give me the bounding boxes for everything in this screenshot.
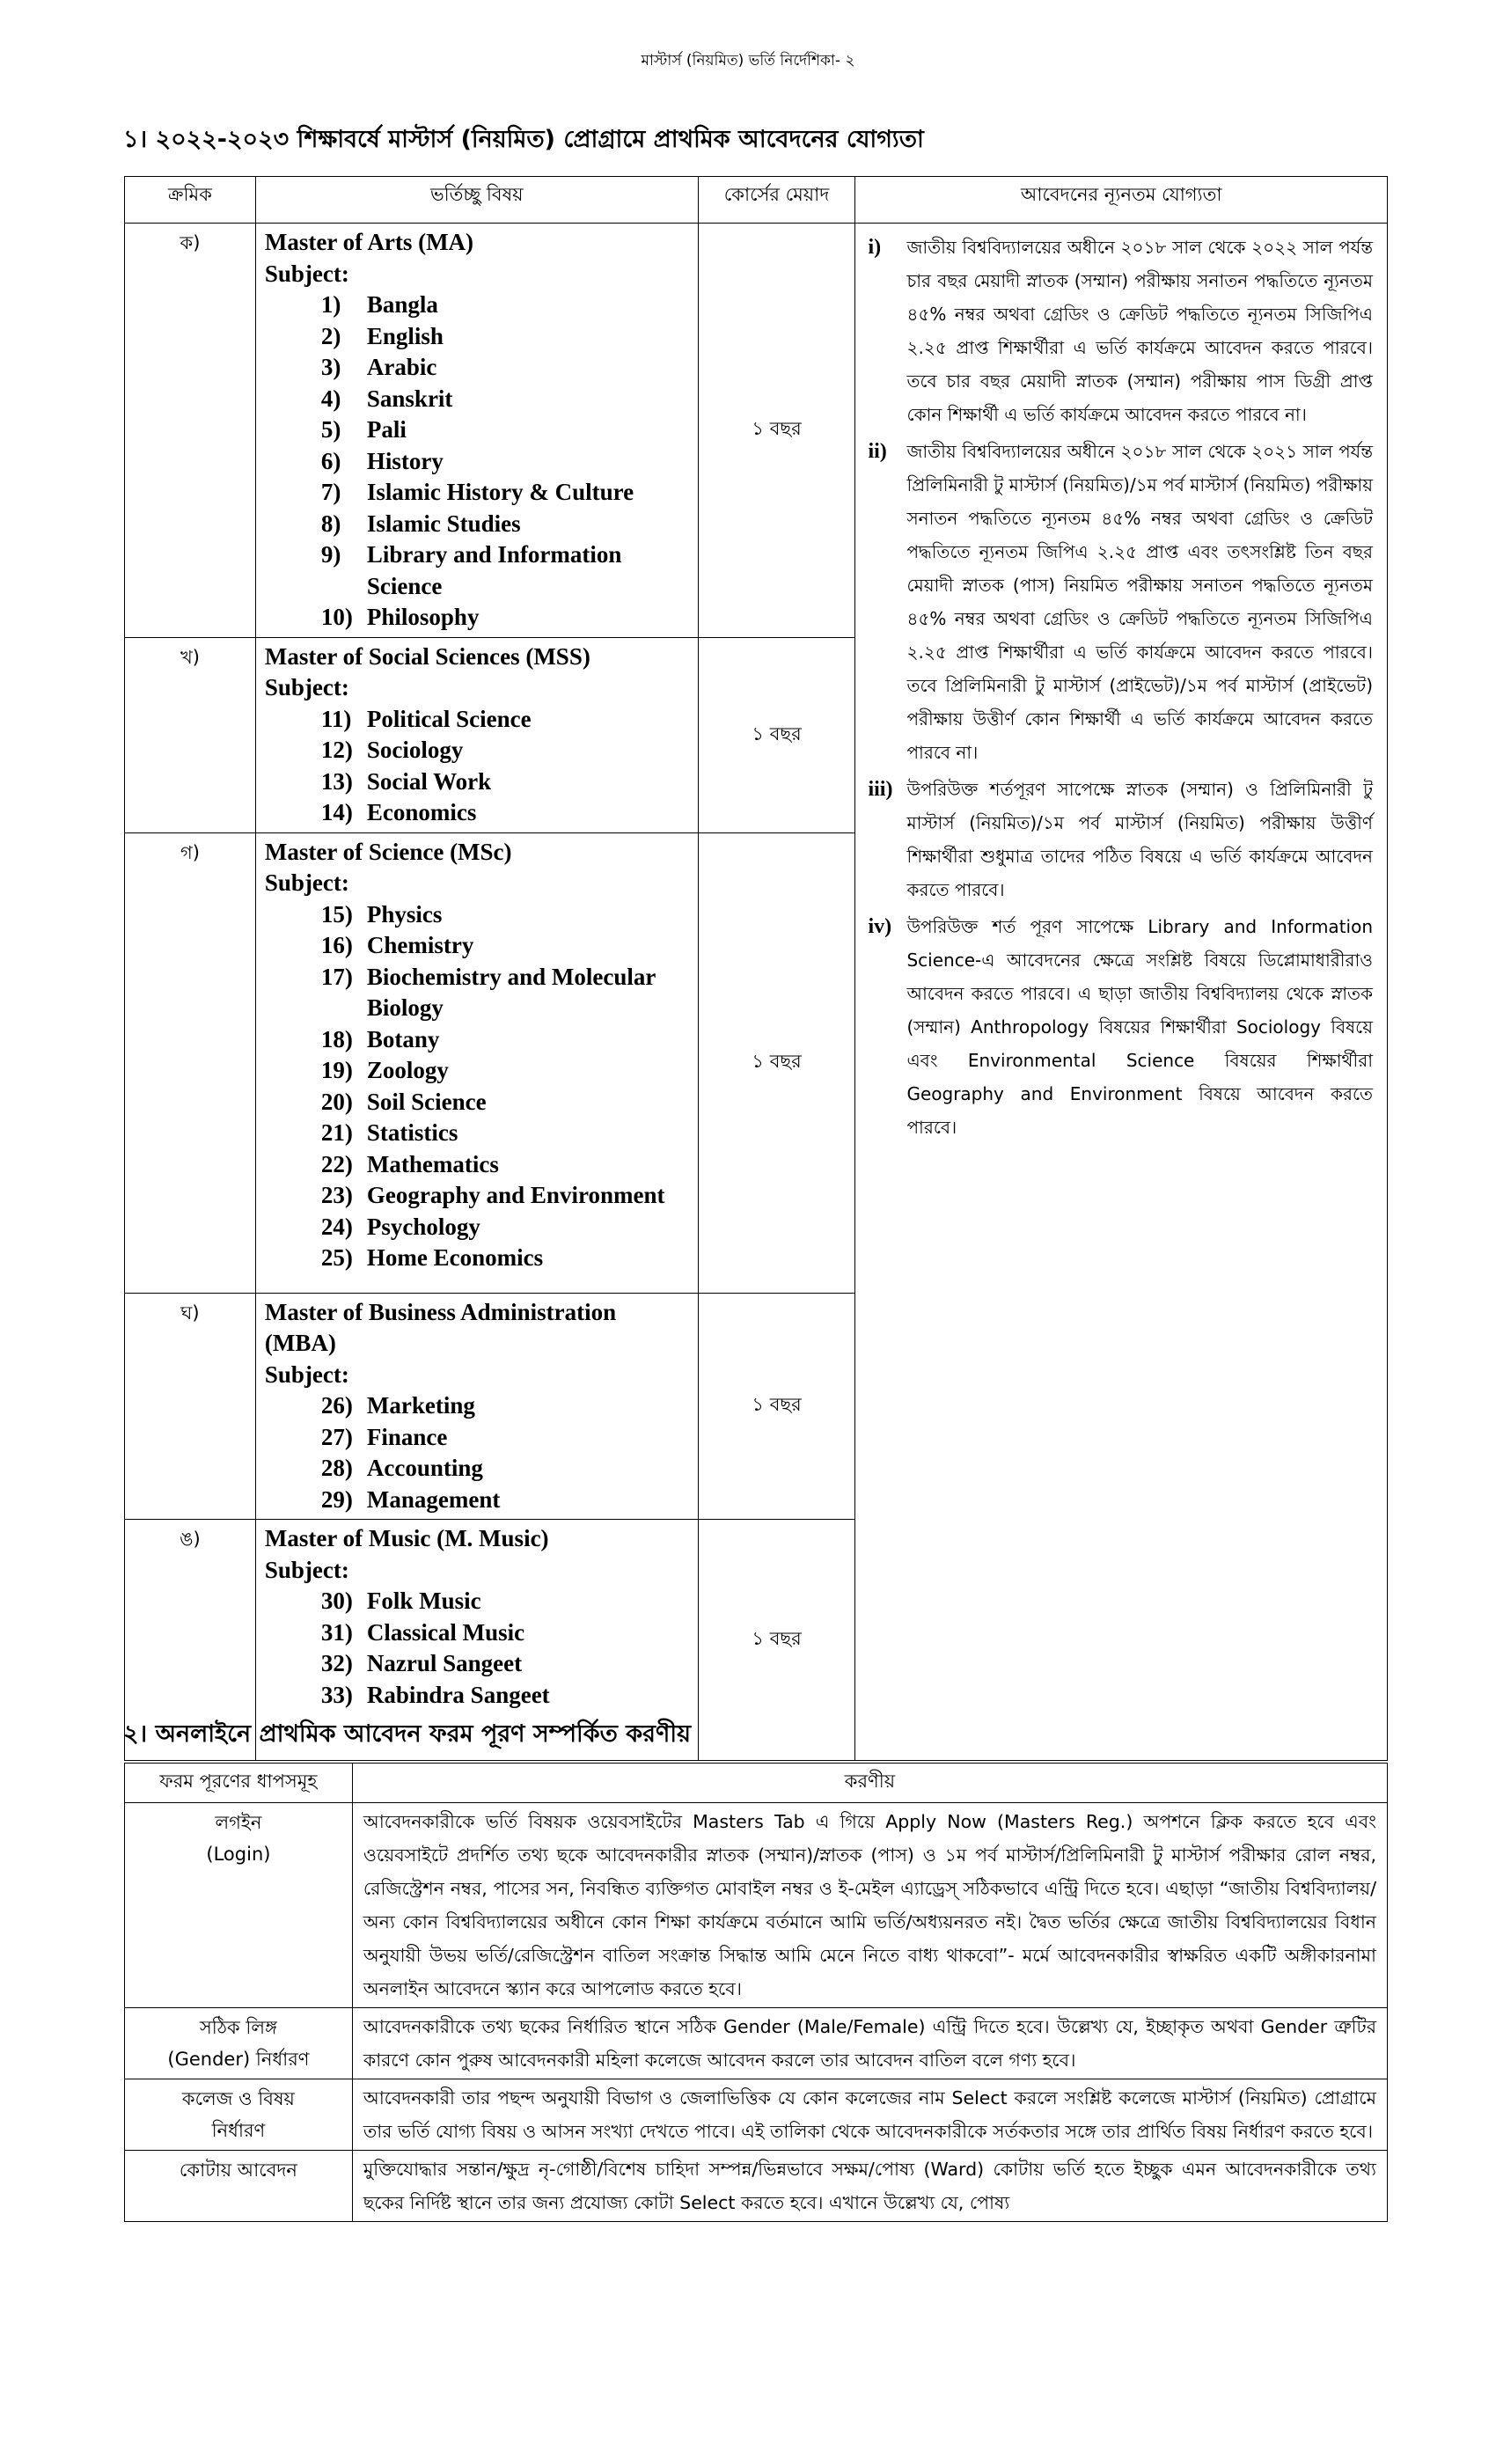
subject-number: 8) xyxy=(320,510,341,537)
subject-list xyxy=(265,290,693,634)
col-header-serial: ক্রমিক xyxy=(125,177,256,224)
subject-name: Classical Music xyxy=(366,1618,525,1646)
subject-number: 7) xyxy=(320,479,341,505)
step-cell xyxy=(125,1803,353,2008)
table-row xyxy=(125,2151,1388,2222)
subject-name: Biochemistry and Molecular Biology xyxy=(366,963,656,1021)
step-cell xyxy=(125,2151,353,2222)
table-row xyxy=(125,224,1388,638)
subject-number: 20) xyxy=(320,1088,353,1115)
subject-number: 14) xyxy=(320,799,353,825)
list-item xyxy=(321,1024,693,1056)
subject-name: Sanskrit xyxy=(366,385,453,412)
subject-cell xyxy=(255,224,698,638)
subject-number: 21) xyxy=(320,1119,353,1146)
subject-number: 18) xyxy=(320,1025,353,1052)
subject-list xyxy=(265,899,693,1274)
subject-number: 32) xyxy=(320,1650,353,1676)
subject-name: Philosophy xyxy=(366,604,480,630)
subject-number: 13) xyxy=(320,767,353,795)
list-item xyxy=(321,1648,693,1680)
duration-cell: ১ বছর xyxy=(698,1293,855,1520)
subject-number: 2) xyxy=(320,322,341,349)
list-item xyxy=(321,602,693,634)
subject-name: Physics xyxy=(366,900,443,928)
step-sublabel: নির্ধারণ xyxy=(211,2120,266,2141)
list-item xyxy=(321,509,693,540)
eligibility-text: উপরিউক্ত শর্তপূরণ সাপেক্ষে স্নাতক (সম্মান) ও প্রিলিমিনারী টু মাস্টার্স (নিয়মিত)/১ম পর্ব মাস্টার্স (নিয়মিত) পরীক্ষায় উত্তীর্ণ শিক্ষার্থীরা শুধুমাত্র তাদের পঠিত বিষয়ে এ ভর্তি কার্যক্রমে আবেদন করতে পারবে। xyxy=(906,779,1373,900)
list-item xyxy=(321,1055,693,1087)
eligibility-table xyxy=(124,176,1388,1761)
subject-cell xyxy=(255,1293,698,1520)
list-item xyxy=(321,384,693,415)
step-label: কলেজ ও বিষয় xyxy=(181,2088,295,2109)
subject-name: Folk Music xyxy=(366,1588,481,1614)
table-row xyxy=(125,2079,1388,2151)
subject-label: Subject: xyxy=(264,1556,349,1583)
eligibility-text: জাতীয় বিশ্ববিদ্যালয়ের অধীনে ২০১৮ সাল থেকে ২০২১ সাল পর্যন্ত প্রিলিমিনারী টু মাস্টার্স (নিয়মিত)/১ম পর্ব মাস্টার্স (নিয়মিত) পরীক্ষায় সনাতন পদ্ধতিতে ন্যূনতম ৪৫% নম্বর অথবা গ্রেডিং ও ক্রেডিট পদ্ধতিতে ন্যূনতম জিপিএ ২.২৫ প্রাপ্ত এবং তৎসংশ্লিষ্ট তিন বছর মেয়াদী স্নাতক (পাস) নিয়মিত পরীক্ষায় সনাতন পদ্ধতিতে ন্যূনতম ৪৫% নম্বর অথবা গ্রেডিং ও ক্রেডিট পদ্ধতিতে ন্যূনতম সিজিপিএ ২.২৫ প্রাপ্ত শিক্ষার্থীরা এ ভর্তি কার্যক্রমে আবেদন করতে পারবে। তবে প্রিলিমিনারী টু মাস্টার্স (প্রাইভেট)/১ম পর্ব মাস্টার্স (প্রাইভেট) পরীক্ষায় উত্তীর্ণ কোন শিক্ষার্থী এ ভর্তি কার্যক্রমে আবেদন করতে পারবে না। xyxy=(906,441,1373,763)
serial-cell: ঘ) xyxy=(125,1293,256,1520)
subject-number: 29) xyxy=(320,1485,353,1513)
serial-cell: ক) xyxy=(125,224,256,638)
eligibility-item xyxy=(868,231,1373,431)
subject-name: Zoology xyxy=(366,1057,449,1083)
step-label: লগইন xyxy=(215,1812,262,1833)
step-sublabel: (Login) xyxy=(206,1844,271,1865)
action-cell: মুক্তিযোদ্ধার সন্তান/ক্ষুদ্র নৃ-গোষ্ঠী/বিশেষ চাহিদা সম্পন্ন/ভিন্নভাবে সক্ষম/পোষ্য (Ward) কোটায় ভর্তি হতে ইচ্ছুক এমন আবেদনকারীকে তথ্য ছকের নির্দিষ্ট স্থানে তার জন্য প্রযোজ্য কোটা Select করতে হবে। এখানে উল্লেখ্য যে, পোষ্য xyxy=(352,2151,1387,2222)
subject-number: 4) xyxy=(320,385,341,412)
subject-name: Rabindra Sangeet xyxy=(366,1681,550,1708)
section2-title: ২। অনলাইনে প্রাথমিক আবেদন ফরম পূরণ সম্পর্কিত করণীয় xyxy=(123,1720,691,1748)
list-item xyxy=(321,446,693,478)
subject-name: Botany xyxy=(366,1025,440,1052)
subject-number: 5) xyxy=(320,416,341,443)
list-item xyxy=(321,1118,693,1149)
eligibility-text: জাতীয় বিশ্ববিদ্যালয়ের অধীনে ২০১৮ সাল থেকে ২০২২ সাল পর্যন্ত চার বছর মেয়াদী স্নাতক (সম্মান) পরীক্ষায় সনাতন পদ্ধতিতে ন্যূনতম ৪৫% নম্বর অথবা গ্রেডিং ও ক্রেডিট পদ্ধতিতে ন্যূনতম সিজিপিএ ২.২৫ প্রাপ্ত শিক্ষার্থীরা এ ভর্তি কার্যক্রমে আবেদন করতে পারবে। তবে চার বছর মেয়াদী স্নাতক (সম্মান) পরীক্ষায় পাস ডিগ্রী প্রাপ্ত কোন শিক্ষার্থী এ ভর্তি কার্যক্রমে আবেদন করতে পারবে না। xyxy=(906,237,1373,425)
list-item xyxy=(321,1453,693,1485)
subject-name: Sociology xyxy=(366,737,464,763)
subject-number: 3) xyxy=(320,354,341,380)
col-header-actions: করণীয় xyxy=(352,1764,1387,1803)
eligibility-item xyxy=(868,773,1373,906)
step-sublabel: (Gender) নির্ধারণ xyxy=(167,2049,310,2070)
subject-number: 25) xyxy=(320,1244,353,1271)
subject-name: Psychology xyxy=(366,1213,480,1240)
subject-name: English xyxy=(366,322,444,349)
program-name: Master of Arts (MA) xyxy=(264,229,474,255)
table-header-row xyxy=(125,1764,1388,1803)
list-item xyxy=(321,899,693,931)
duration-cell: ১ বছর xyxy=(698,637,855,832)
program-name: Master of Science (MSc) xyxy=(264,838,512,865)
table-header-row xyxy=(125,177,1388,224)
list-item xyxy=(321,477,693,509)
col-header-duration: কোর্সের মেয়াদ xyxy=(698,177,855,224)
subject-name: Statistics xyxy=(366,1119,458,1146)
subject-number: 10) xyxy=(320,604,353,630)
eligibility-item xyxy=(868,435,1373,769)
program-name: Master of Social Sciences (MSS) xyxy=(264,642,590,670)
subject-number: 27) xyxy=(320,1423,353,1450)
subject-name: Islamic Studies xyxy=(366,510,521,537)
step-cell xyxy=(125,2008,353,2079)
list-item xyxy=(321,766,693,798)
page-header: মাস্টার্স (নিয়মিত) ভর্তি নির্দেশিকা- ২ xyxy=(641,52,855,70)
list-item xyxy=(321,704,693,736)
list-item xyxy=(321,414,693,446)
subject-number: 9) xyxy=(320,541,341,568)
subject-number: 16) xyxy=(320,932,353,958)
subject-name: Management xyxy=(366,1485,501,1513)
procedure-table xyxy=(124,1763,1388,2222)
list-item xyxy=(321,1212,693,1243)
subject-name: Geography and Environment xyxy=(366,1182,665,1208)
table-row xyxy=(125,2008,1388,2079)
subject-list xyxy=(265,1390,693,1515)
list-item xyxy=(321,930,693,962)
list-item xyxy=(321,1485,693,1516)
list-item xyxy=(321,1087,693,1118)
step-label: সঠিক লিঙ্গ xyxy=(199,2017,277,2038)
subject-name: Social Work xyxy=(366,767,492,795)
eligibility-number: iii) xyxy=(868,778,893,801)
subject-name: Library and Information Science xyxy=(366,541,622,599)
subject-cell xyxy=(255,637,698,832)
subject-label: Subject: xyxy=(264,674,349,700)
duration-cell: ১ বছর xyxy=(698,224,855,638)
list-item xyxy=(321,1680,693,1712)
subject-label: Subject: xyxy=(264,1360,349,1388)
subject-number: 1) xyxy=(320,291,341,318)
serial-cell: ঙ) xyxy=(125,1520,256,1761)
subject-name: Bangla xyxy=(366,291,438,318)
subject-name: Arabic xyxy=(366,354,437,380)
subject-name: Pali xyxy=(366,416,407,443)
duration-cell: ১ বছর xyxy=(698,832,855,1293)
subject-list xyxy=(265,1586,693,1711)
subject-number: 19) xyxy=(320,1057,353,1083)
subject-number: 22) xyxy=(320,1150,353,1177)
subject-list xyxy=(265,704,693,829)
subject-number: 30) xyxy=(320,1588,353,1614)
subject-number: 12) xyxy=(320,737,353,763)
subject-name: History xyxy=(366,447,444,474)
subject-name: Home Economics xyxy=(366,1244,544,1271)
subject-number: 31) xyxy=(320,1618,353,1646)
eligibility-number: i) xyxy=(868,236,882,259)
eligibility-text: উপরিউক্ত শর্ত পূরণ সাপেক্ষে Library and Information Science-এ আবেদনের ক্ষেত্রে সংশ্লিষ্ট বিষয়ে ডিপ্লোমাধারীরাও আবেদন করতে পারবে। এ ছাড়া জাতীয় বিশ্ববিদ্যালয় থেকে স্নাতক (সম্মান) Anthropology বিষয়ের শিক্ষার্থীরা Sociology বিষয়ে এবং Environmental Science বিষয়ের শিক্ষার্থীরা Geography and Environment বিষয়ে আবেদন করতে পারবে। xyxy=(906,916,1373,1138)
subject-name: Political Science xyxy=(366,705,532,732)
subject-number: 17) xyxy=(320,963,353,990)
col-header-eligibility: আবেদনের ন্যূনতম যোগ্যতা xyxy=(855,177,1388,224)
list-item xyxy=(321,1149,693,1181)
subject-name: Finance xyxy=(366,1423,448,1450)
action-cell: আবেদনকারী তার পছন্দ অনুযায়ী বিভাগ ও জেলাভিত্তিক যে কোন কলেজের নাম Select করলে সংশ্লিষ্ট কলেজে মাস্টার্স (নিয়মিত) প্রোগ্রামে তার ভর্তি যোগ্য বিষয় ও আসন সংখ্যা দেখতে পাবে। এই তালিকা থেকে আবেদনকারীকে সর্তকতার সঙ্গে তার প্রার্থিত বিষয় নির্ধারণ করতে হবে। xyxy=(352,2079,1387,2151)
list-item xyxy=(321,962,693,1024)
subject-name: Economics xyxy=(366,799,477,825)
list-item xyxy=(321,797,693,829)
action-cell: আবেদনকারীকে তথ্য ছকের নির্ধারিত স্থানে সঠিক Gender (Male/Female) এন্ট্রি দিতে হবে। উল্লেখ্য যে, ইচ্ছাকৃত অথবা Gender ত্রুটির কারণে কোন পুরুষ আবেদনকারী মহিলা কলেজে আবেদন করলে তার আবেদন বাতিল বলে গণ্য হবে। xyxy=(352,2008,1387,2079)
step-label: কোটায় আবেদন xyxy=(179,2160,297,2181)
action-cell: আবেদনকারীকে ভর্তি বিষয়ক ওয়েবসাইটের Masters Tab এ গিয়ে Apply Now (Masters Reg.) অপশনে ক্লিক করতে হবে এবং ওয়েবসাইটে প্রদর্শিত তথ্য ছকে আবেদনকারীর স্নাতক (সম্মান)/স্নাতক (পাস) ও ১ম পর্ব মাস্টার্স/প্রিলিমিনারী টু মাস্টার্স পরীক্ষার রোল নম্বর, রেজিস্ট্রেশন নম্বর, পাসের সন, নিবন্ধিত ব্যক্তিগত মোবাইল নম্বর ও ই-মেইল এ্যাড্রেস্ সঠিকভাবে এন্ট্রি দিতে হবে। এছাড়া “জাতীয় বিশ্ববিদ্যালয়/অন্য কোন বিশ্ববিদ্যালয়ের অধীনে কোন শিক্ষা কার্যক্রমে বর্তমানে আমি ভর্তি/অধ্যয়নরত নই। দ্বৈত ভর্তির ক্ষেত্রে জাতীয় বিশ্ববিদ্যালয়ের বিধান অনুযায়ী উভয় ভর্তি/রেজিস্ট্রেশন বাতিল সংক্রান্ত সিদ্ধান্ত আমি মেনে নিতে বাধ্য থাকবো”- মর্মে আবেদনকারীর স্বাক্ষরিত একটি অঙ্গীকারনামা অনলাইন আবেদনে স্ক্যান করে আপলোড করতে হবে। xyxy=(352,1803,1387,2008)
eligibility-number: ii) xyxy=(868,440,887,463)
list-item xyxy=(321,352,693,384)
list-item xyxy=(321,1422,693,1454)
list-item xyxy=(321,1180,693,1212)
eligibility-item xyxy=(868,910,1373,1144)
list-item xyxy=(321,1243,693,1274)
duration-cell: ১ বছর xyxy=(698,1520,855,1761)
subject-name: Soil Science xyxy=(366,1088,487,1115)
subject-number: 24) xyxy=(320,1213,353,1240)
program-name: Master of Business Administration (MBA) xyxy=(264,1298,617,1356)
list-item xyxy=(321,735,693,766)
step-cell xyxy=(125,2079,353,2151)
subject-number: 23) xyxy=(320,1182,353,1208)
subject-number: 26) xyxy=(320,1392,353,1419)
list-item xyxy=(321,290,693,321)
subject-label: Subject: xyxy=(264,260,349,287)
table-row xyxy=(125,1803,1388,2008)
col-header-steps: ফরম পূরণের ধাপসমূহ xyxy=(125,1764,353,1803)
subject-number: 15) xyxy=(320,900,353,928)
list-item xyxy=(321,321,693,353)
list-item xyxy=(321,1586,693,1617)
section1-title: ১। ২০২২-২০২৩ শিক্ষাবর্ষে মাস্টার্স (নিয়মিত) প্রোগ্রামে প্রাথমিক আবেদনের যোগ্যতা xyxy=(123,126,924,153)
subject-number: 11) xyxy=(320,705,352,732)
list-item xyxy=(321,1617,693,1649)
subject-number: 6) xyxy=(320,447,341,474)
subject-name: Chemistry xyxy=(366,932,474,958)
list-item xyxy=(321,539,693,602)
eligibility-cell xyxy=(855,224,1388,1761)
subject-label: Subject: xyxy=(264,869,349,896)
subject-name: Mathematics xyxy=(366,1150,499,1177)
program-name: Master of Music (M. Music) xyxy=(264,1525,549,1551)
serial-cell: গ) xyxy=(125,832,256,1293)
subject-name: Nazrul Sangeet xyxy=(366,1650,523,1676)
subject-name: Accounting xyxy=(366,1455,483,1481)
subject-name: Islamic History & Culture xyxy=(366,479,634,505)
subject-name: Marketing xyxy=(366,1392,475,1419)
subject-number: 28) xyxy=(320,1455,353,1481)
list-item xyxy=(321,1390,693,1422)
col-header-subject: ভর্তিচ্ছু বিষয় xyxy=(255,177,698,224)
subject-cell xyxy=(255,832,698,1293)
subject-number: 33) xyxy=(320,1681,353,1708)
serial-cell: খ) xyxy=(125,637,256,832)
eligibility-number: iv) xyxy=(868,915,892,938)
